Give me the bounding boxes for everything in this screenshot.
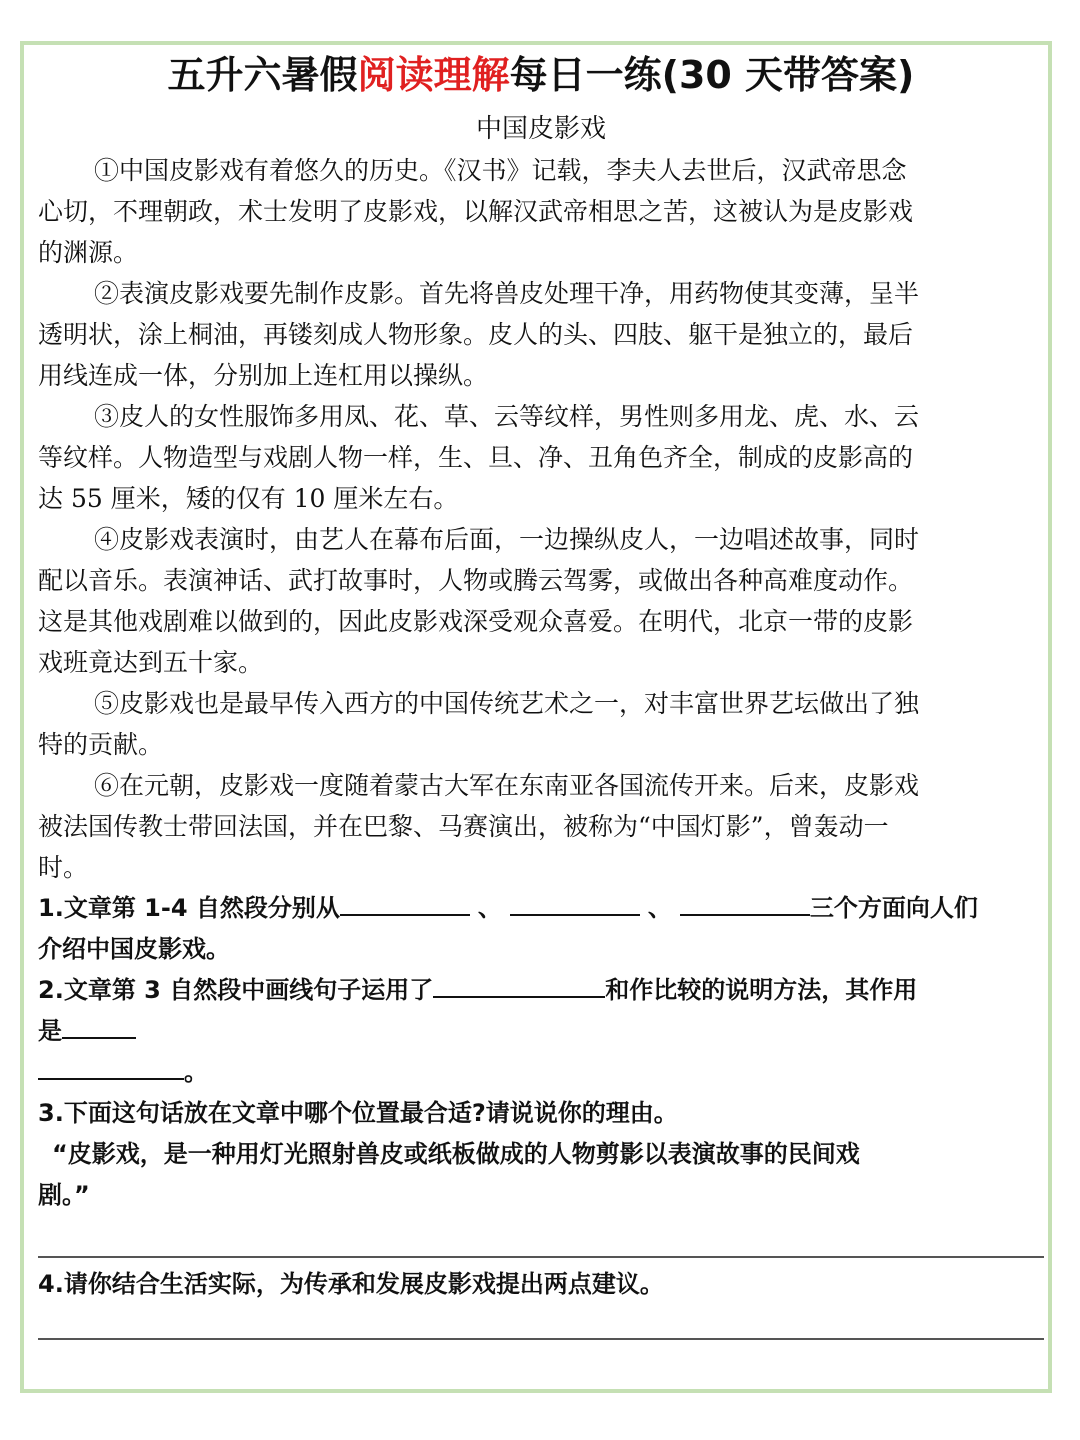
text-line: 特的贡献。 xyxy=(38,730,164,759)
answer-blank[interactable] xyxy=(433,970,605,998)
paragraph-6 xyxy=(38,765,1044,888)
text-line: 用线连成一体，分别加上连杠用以操纵。 xyxy=(38,361,489,390)
title-suffix: 每日一练(30 天带答案) xyxy=(509,53,915,97)
question-1 xyxy=(38,888,1044,970)
question-4 xyxy=(38,1264,1044,1305)
question-text: 是 xyxy=(38,1017,62,1045)
text-line: 达 55 厘米，矮的仅有 10 厘米左右。 xyxy=(38,484,459,513)
text-line: ⑤皮影戏也是最早传入西方的中国传统艺术之一，对丰富世界艺坛做出了独 xyxy=(94,689,920,718)
question-2 xyxy=(38,970,1044,1093)
paragraph-1 xyxy=(38,150,1044,273)
question-text: 2.文章第 3 自然段中画线句子运用了 xyxy=(38,976,434,1004)
text-line: 心切，不理朝政，术士发明了皮影戏，以解汉武帝相思之苦，这被认为是皮影戏 xyxy=(38,197,914,226)
title-highlight: 阅读理解 xyxy=(357,53,510,97)
page-title xyxy=(38,50,1044,100)
text-line: 时。 xyxy=(38,853,89,882)
text-line: ②表演皮影戏要先制作皮影。首先将兽皮处理干净，用药物使其变薄，呈半 xyxy=(94,279,920,308)
text-line: ⑥在元朝，皮影戏一度随着蒙古大军在东南亚各国流传开来。后来，皮影戏 xyxy=(94,771,920,800)
paragraph-5 xyxy=(38,683,1044,765)
quote-line: “皮影戏，是一种用灯光照射兽皮或纸板做成的人物剪影以表演故事的民间戏 xyxy=(52,1140,860,1168)
answer-blank[interactable] xyxy=(340,888,470,916)
paragraph-2 xyxy=(38,273,1044,396)
text-line: 的渊源。 xyxy=(38,238,139,267)
question-text: 和作比较的说明方法，其作用 xyxy=(605,976,918,1004)
question-line xyxy=(38,1052,1044,1093)
paragraph-3 xyxy=(38,396,1044,519)
question-line xyxy=(38,1011,1044,1052)
worksheet xyxy=(38,50,1044,1216)
question-text: 三个方面向人们 xyxy=(809,894,978,922)
title-prefix: 五升六暑假 xyxy=(167,53,358,97)
answer-blank[interactable] xyxy=(510,888,640,916)
text-line: 被法国传教士带回法国，并在巴黎、马赛演出，被称为“中国灯影”，曾轰动一 xyxy=(38,812,889,841)
text-line: 透明状，涂上桐油，再镂刻成人物形象。皮人的头、四肢、躯干是独立的，最后 xyxy=(38,320,914,349)
question-text: 1.文章第 1-4 自然段分别从 xyxy=(38,894,340,922)
text-line: ④皮影戏表演时，由艺人在幕布后面，一边操纵皮人，一边唱述故事，同时 xyxy=(94,525,920,554)
question-text: 。 xyxy=(184,1058,208,1086)
question-3 xyxy=(38,1093,1044,1216)
question-line xyxy=(38,888,1044,929)
answer-blank[interactable] xyxy=(62,1011,136,1039)
text-line: ③皮人的女性服饰多用凤、花、草、云等纹样，男性则多用龙、虎、水、云 xyxy=(94,402,920,431)
answer-blank[interactable] xyxy=(680,888,810,916)
answer-line[interactable] xyxy=(38,1256,1044,1258)
separator: 、 xyxy=(647,894,672,922)
article-title: 中国皮影戏 xyxy=(475,114,606,144)
text-line: 配以音乐。表演神话、武打故事时，人物或腾云驾雾，或做出各种高难度动作。 xyxy=(38,566,914,595)
question-line xyxy=(38,970,1044,1011)
text-line: 等纹样。人物造型与戏剧人物一样，生、旦、净、丑角色齐全，制成的皮影高的 xyxy=(38,443,914,472)
text-line: 戏班竟达到五十家。 xyxy=(38,648,264,677)
text-line: ①中国皮影戏有着悠久的历史。《汉书》记载，李夫人去世后，汉武帝思念 xyxy=(94,156,907,185)
text-line: 这是其他戏剧难以做到的，因此皮影戏深受观众喜爱。在明代，北京一带的皮影 xyxy=(38,607,914,636)
answer-blank[interactable] xyxy=(38,1052,184,1080)
question-line: 3.下面这句话放在文章中哪个位置最合适?请说说你的理由。 xyxy=(38,1099,678,1127)
question-line: 介绍中国皮影戏。 xyxy=(38,935,230,963)
separator: 、 xyxy=(477,894,502,922)
paragraph-4 xyxy=(38,519,1044,683)
question-line: 4.请你结合生活实际，为传承和发展皮影戏提出两点建议。 xyxy=(38,1270,664,1298)
answer-line[interactable] xyxy=(38,1338,1044,1340)
quote-line: 剧。” xyxy=(38,1181,90,1209)
